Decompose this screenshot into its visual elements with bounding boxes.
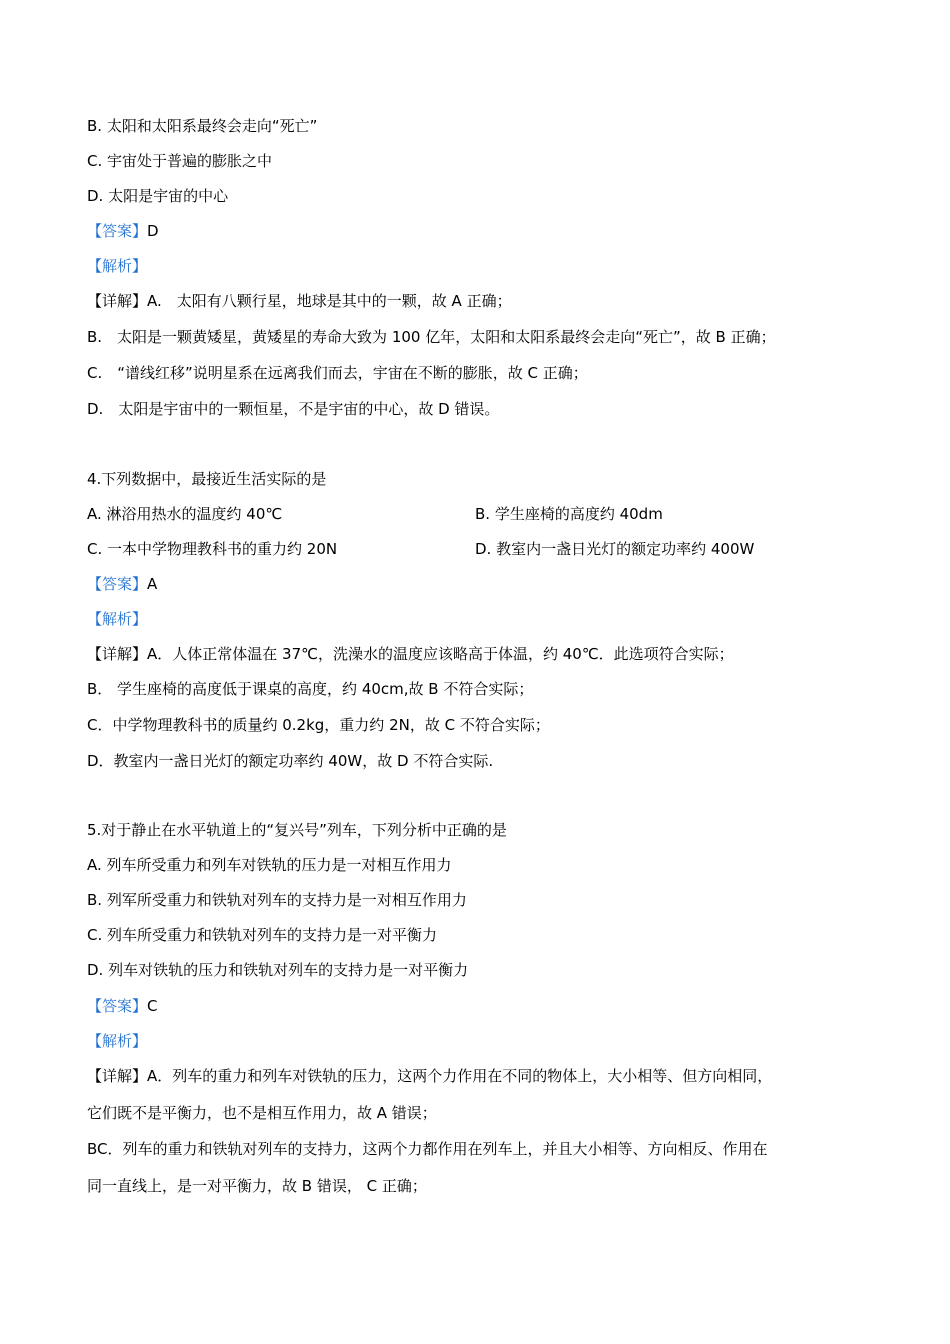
q3-option-b: B. 太阳和太阳系最终会走向“死亡”: [87, 117, 318, 135]
answer-value: A: [147, 575, 158, 593]
q4-option-d: D. 教室内一盏日光灯的额定功率约 400W: [475, 540, 755, 558]
q3-option-d: D. 太阳是宇宙的中心: [87, 187, 229, 205]
q4-detail-d: D．教室内一盏日光灯的额定功率约 40W，故 D 不符合实际.: [87, 752, 494, 770]
detail-tag: 【详解】: [87, 645, 148, 663]
q5-option-d: D. 列车对铁轨的压力和铁轨对列车的支持力是一对平衡力: [87, 961, 469, 979]
q4-analysis-tag: 【解析】: [87, 610, 148, 628]
q4-option-b: B. 学生座椅的高度约 40dm: [475, 505, 663, 523]
q5-option-c: C. 列车所受重力和铁轨对列车的支持力是一对平衡力: [87, 926, 438, 944]
q4-detail-a: [87, 644, 734, 664]
answer-value: D: [147, 222, 159, 240]
answer-tag: 【答案】: [87, 575, 148, 593]
q3-analysis-tag: 【解析】: [87, 257, 148, 275]
answer-tag: 【答案】: [87, 222, 148, 240]
q3-detail-d: D. 太阳是宇宙中的一颗恒星，不是宇宙的中心，故 D 错误。: [87, 400, 500, 418]
q5-analysis-tag: 【解析】: [87, 1032, 148, 1050]
answer-tag: 【答案】: [87, 997, 148, 1015]
q4-detail-c: C．中学物理教科书的质量约 0.2kg，重力约 2N，故 C 不符合实际；: [87, 716, 550, 734]
detail-text: A．列车的重力和列车对铁轨的压力，这两个力作用在不同的物体上，大小相等、但方向相同，: [147, 1067, 773, 1085]
q3-detail-b: B. 太阳是一颗黄矮星，黄矮星的寿命大致为 100 亿年，太阳和太阳系最终会走向“死亡”，故 B 正确；: [87, 328, 776, 346]
q4-answer-line: [87, 574, 157, 594]
q4-option-a: A. 淋浴用热水的温度约 40℃: [87, 505, 283, 523]
detail-tag: 【详解】: [87, 292, 148, 310]
answer-value: C: [147, 997, 158, 1015]
q4-option-c: C. 一本中学物理教科书的重力约 20N: [87, 540, 338, 558]
q5-detail-a-line2: 它们既不是平衡力，也不是相互作用力，故 A 错误；: [87, 1104, 437, 1122]
q5-detail-a-line1: [87, 1066, 772, 1086]
q3-answer-line: [87, 221, 159, 241]
q3-option-c: C. 宇宙处于普遍的膨胀之中: [87, 152, 273, 170]
q5-option-b: B. 列军所受重力和铁轨对列车的支持力是一对相互作用力: [87, 891, 467, 909]
q5-answer-line: [87, 996, 158, 1016]
detail-text: A. 太阳有八颗行星，地球是其中的一颗，故 A 正确；: [147, 292, 512, 310]
q4-stem: 4.下列数据中，最接近生活实际的是: [87, 470, 327, 488]
detail-text: A．人体正常体温在 37℃，洗澡水的温度应该略高于体温，约 40℃．此选项符合实际；: [147, 645, 734, 663]
q4-detail-b: B． 学生座椅的高度低于课桌的高度，约 40cm,故 B 不符合实际；: [87, 680, 534, 698]
q3-detail-a: [87, 291, 512, 311]
q5-option-a: A. 列车所受重力和列车对铁轨的压力是一对相互作用力: [87, 856, 452, 874]
detail-tag: 【详解】: [87, 1067, 148, 1085]
q5-detail-bc-line1: BC．列车的重力和铁轨对列车的支持力，这两个力都作用在列车上，并且大小相等、方向相反、作用在: [87, 1140, 768, 1158]
q3-detail-c: C. “谱线红移”说明星系在远离我们而去，宇宙在不断的膨胀，故 C 正确；: [87, 364, 588, 382]
q5-detail-bc-line2: 同一直线上，是一对平衡力，故 B 错误， C 正确；: [87, 1177, 427, 1195]
q5-stem: 5.对于静止在水平轨道上的“复兴号”列车，下列分析中正确的是: [87, 821, 507, 839]
